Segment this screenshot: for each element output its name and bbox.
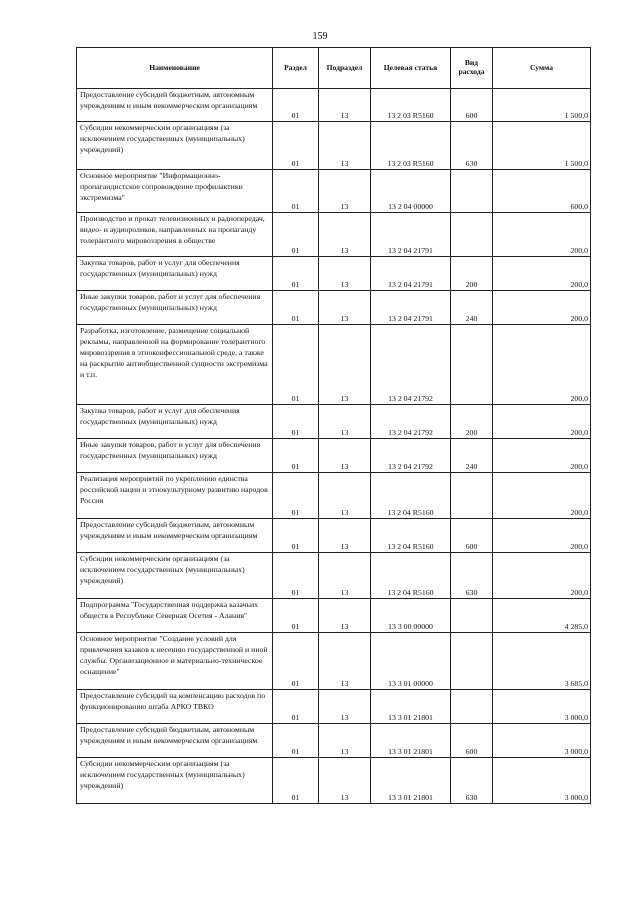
cell-amount: 1 500,0 [493,122,591,170]
cell-amount: 200,0 [493,257,591,291]
table-row [77,473,591,519]
table-row [77,89,591,122]
cell-name: Предоставление субсидий бюджетным, автономным учреждениям и иным некоммерческим организациям [77,89,273,122]
cell-name: Иные закупки товаров, работ и услуг для обеспечения государственных (муниципальных) нужд [77,291,273,325]
cell-name: Закупка товаров, работ и услуг для обеспечения государственных (муниципальных) нужд [77,257,273,291]
cell-name: Предоставление субсидий на компенсацию расходов по функционированию штаба АРКО ТВКО [77,690,273,724]
cell-name: Подпрограмма "Государственная поддержка казачьих обществ в Республике Северная Осетия - Алания" [77,599,273,633]
table-row [77,122,591,170]
cell-expense-type: 630 [451,553,493,599]
table-row [77,758,591,804]
cell-target-article: 13 3 01 21801 [371,724,451,758]
cell-amount: 200,0 [493,519,591,553]
cell-subsection: 13 [319,257,371,291]
table-row [77,405,591,439]
cell-subsection: 13 [319,291,371,325]
cell-expense-type: 630 [451,122,493,170]
cell-name: Реализация мероприятий по укреплению единства российской нации и этнокультурному развитию народов России [77,473,273,519]
cell-subsection: 13 [319,213,371,257]
table-row [77,439,591,473]
cell-amount: 200,0 [493,291,591,325]
cell-expense-type: 600 [451,89,493,122]
cell-expense-type: 600 [451,724,493,758]
cell-section: 01 [273,122,319,170]
cell-target-article: 13 2 04 00000 [371,170,451,213]
cell-amount: 600,0 [493,170,591,213]
header-subsection: Подраздел [319,48,371,89]
cell-subsection: 13 [319,405,371,439]
cell-target-article: 13 2 04 21792 [371,325,451,405]
cell-expense-type [451,170,493,213]
cell-name: Субсидии некоммерческим организациям (за исключением государственных (муниципальных) учреждений) [77,553,273,599]
table-header-row [77,48,591,89]
cell-amount: 3 000,0 [493,690,591,724]
cell-amount: 200,0 [493,405,591,439]
cell-section: 01 [273,599,319,633]
cell-target-article: 13 3 00 00000 [371,599,451,633]
cell-name: Субсидии некоммерческим организациям (за исключением государственных (муниципальных) учреждений) [77,758,273,804]
cell-subsection: 13 [319,439,371,473]
cell-expense-type [451,213,493,257]
cell-target-article: 13 2 04 21791 [371,257,451,291]
cell-subsection: 13 [319,633,371,690]
cell-target-article: 13 2 03 R5160 [371,89,451,122]
cell-subsection: 13 [319,599,371,633]
cell-section: 01 [273,213,319,257]
cell-subsection: 13 [319,89,371,122]
cell-expense-type [451,473,493,519]
cell-section: 01 [273,519,319,553]
cell-target-article: 13 2 03 R5160 [371,122,451,170]
cell-expense-type: 240 [451,439,493,473]
cell-amount: 3 000,0 [493,758,591,804]
cell-amount: 200,0 [493,553,591,599]
table-row [77,257,591,291]
cell-section: 01 [273,257,319,291]
cell-section: 01 [273,89,319,122]
cell-amount: 1 500,0 [493,89,591,122]
cell-section: 01 [273,473,319,519]
cell-subsection: 13 [319,690,371,724]
cell-expense-type [451,690,493,724]
cell-expense-type: 600 [451,519,493,553]
cell-name: Основное мероприятие "Информационно-пропагандистское сопровождение профилактики экстремизма" [77,170,273,213]
table-row [77,170,591,213]
table-row [77,325,591,405]
cell-subsection: 13 [319,519,371,553]
cell-expense-type: 200 [451,257,493,291]
table-row [77,633,591,690]
table-row [77,553,591,599]
cell-target-article: 13 2 04 R5160 [371,519,451,553]
header-expense-type: Вид расхода [451,48,493,89]
cell-section: 01 [273,325,319,405]
cell-section: 01 [273,633,319,690]
cell-section: 01 [273,170,319,213]
cell-name: Иные закупки товаров, работ и услуг для обеспечения государственных (муниципальных) нужд [77,439,273,473]
cell-name: Производство и прокат телевизионных и радиопередач, видео- и аудиороликов, направленных на пропаганду толерантного мировоззрения в обществе [77,213,273,257]
cell-name: Основное мероприятие "Создание условий для привлечения казаков к несению государственной и иной службы. Организационное и материально-техническое оснащение" [77,633,273,690]
cell-subsection: 13 [319,122,371,170]
cell-name: Субсидии некоммерческим организациям (за исключением государственных (муниципальных) учреждений) [77,122,273,170]
cell-subsection: 13 [319,473,371,519]
table-row [77,599,591,633]
cell-section: 01 [273,690,319,724]
cell-target-article: 13 2 04 21791 [371,291,451,325]
cell-subsection: 13 [319,325,371,405]
cell-target-article: 13 2 04 R5160 [371,473,451,519]
cell-amount: 200,0 [493,439,591,473]
cell-expense-type: 240 [451,291,493,325]
cell-target-article: 13 3 01 21801 [371,758,451,804]
cell-target-article: 13 2 04 21791 [371,213,451,257]
cell-expense-type: 630 [451,758,493,804]
table-row [77,724,591,758]
cell-section: 01 [273,758,319,804]
cell-section: 01 [273,724,319,758]
cell-expense-type [451,599,493,633]
cell-target-article: 13 3 01 21801 [371,690,451,724]
header-amount: Сумма [493,48,591,89]
table-row [77,291,591,325]
cell-target-article: 13 3 01 00000 [371,633,451,690]
table-row [77,519,591,553]
cell-subsection: 13 [319,724,371,758]
cell-amount: 200,0 [493,213,591,257]
cell-subsection: 13 [319,553,371,599]
table-row [77,690,591,724]
header-target-article: Целевая статья [371,48,451,89]
header-name: Наименование [77,48,273,89]
cell-target-article: 13 2 04 21792 [371,439,451,473]
cell-section: 01 [273,553,319,599]
cell-subsection: 13 [319,170,371,213]
cell-expense-type [451,325,493,405]
cell-subsection: 13 [319,758,371,804]
cell-amount: 4 285,0 [493,599,591,633]
cell-target-article: 13 2 04 21792 [371,405,451,439]
table-row [77,213,591,257]
cell-name: Закупка товаров, работ и услуг для обеспечения государственных (муниципальных) нужд [77,405,273,439]
cell-expense-type: 200 [451,405,493,439]
cell-amount: 3 685,0 [493,633,591,690]
cell-expense-type [451,633,493,690]
cell-amount: 200,0 [493,473,591,519]
cell-amount: 200,0 [493,325,591,405]
cell-name: Предоставление субсидий бюджетным, автономным учреждениям и иным некоммерческим организациям [77,724,273,758]
budget-table [76,47,591,804]
cell-amount: 3 000,0 [493,724,591,758]
cell-section: 01 [273,291,319,325]
cell-name: Разработка, изготовление, размещение социальной рекламы, направленной на формирование толерантного мировоззрения в этноконфессиональной среде, а также на раскрытие антиобщественной сущности экстремизма и т.п. [77,325,273,405]
header-section: Раздел [273,48,319,89]
page-number: 159 [312,31,328,42]
cell-target-article: 13 2 04 R5160 [371,553,451,599]
cell-section: 01 [273,405,319,439]
cell-name: Предоставление субсидий бюджетным, автономным учреждениям и иным некоммерческим организациям [77,519,273,553]
cell-section: 01 [273,439,319,473]
